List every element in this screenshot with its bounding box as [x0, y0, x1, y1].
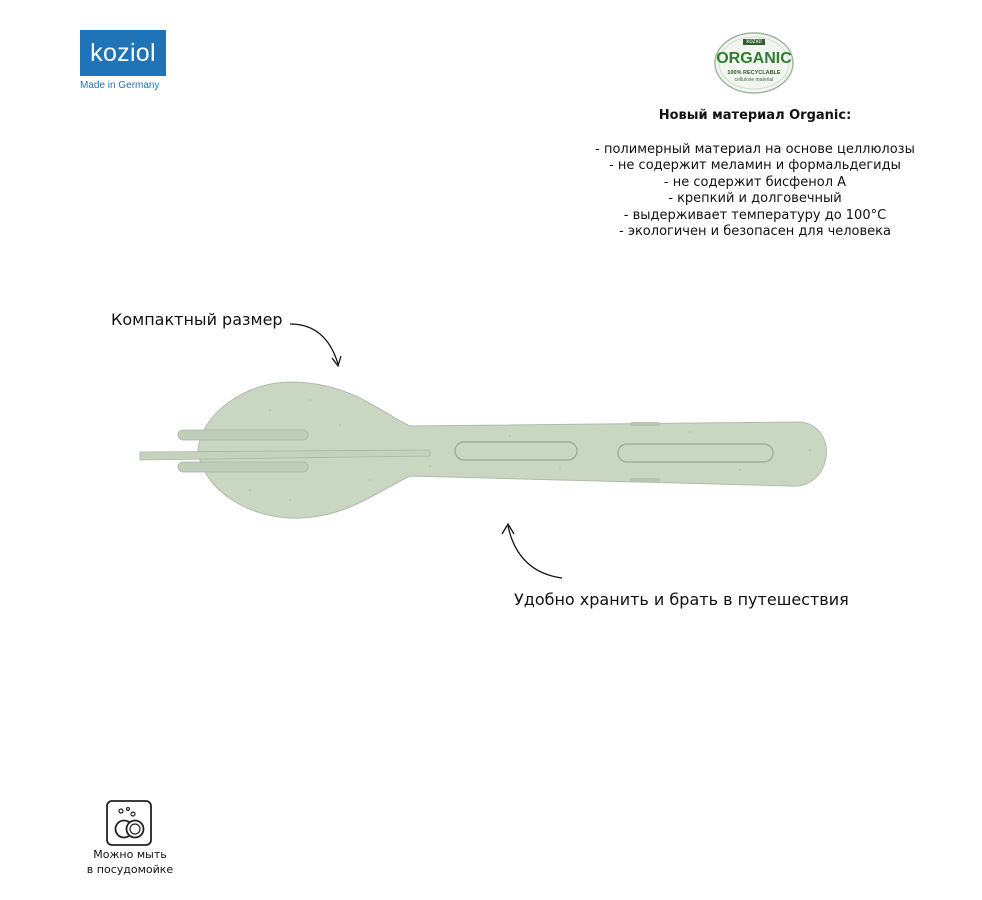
feature-item: - не содержит бисфенол А	[663, 174, 847, 190]
organic-badge	[714, 31, 794, 95]
badge-line1: 100% RECYCLABLE	[727, 70, 781, 76]
material-info	[560, 108, 950, 241]
compact-arrow-icon	[288, 318, 348, 373]
badge-line2: cellulose material	[734, 77, 774, 83]
brand-logo-text: koziol	[90, 38, 156, 67]
dishwasher-caption	[70, 847, 190, 877]
dishwasher-line2: в посудомойке	[86, 863, 174, 876]
material-title: Новый материал Organic:	[658, 108, 852, 123]
spoon-shape	[198, 382, 826, 518]
feature-item: - полимерный материал на основе целлюлозы	[595, 141, 915, 157]
brand-tagline: Made in Germany	[80, 80, 160, 91]
fork-tine	[178, 462, 308, 472]
dishwasher-icon	[106, 800, 152, 846]
badge-title: ORGANIC	[716, 50, 792, 67]
feature-item: - крепкий и долговечный	[668, 191, 842, 206]
travel-arrow-icon	[500, 520, 570, 582]
brand-logo	[80, 30, 166, 76]
feature-item: - экологичен и безопасен для человека	[619, 224, 891, 239]
compact-label: Компактный размер	[111, 310, 283, 329]
badge-brand: koziol	[743, 39, 764, 45]
feature-item: - выдерживает температуру до 100°С	[623, 207, 887, 223]
dishwasher-line1: Можно мыть	[93, 848, 167, 861]
cutlery-set-image	[130, 370, 850, 530]
feature-list	[560, 142, 950, 241]
feature-item: - не содержит меламин и формальдегиды	[609, 158, 901, 173]
fork-tine	[178, 430, 308, 440]
travel-label: Удобно хранить и брать в путешествия	[514, 590, 849, 609]
